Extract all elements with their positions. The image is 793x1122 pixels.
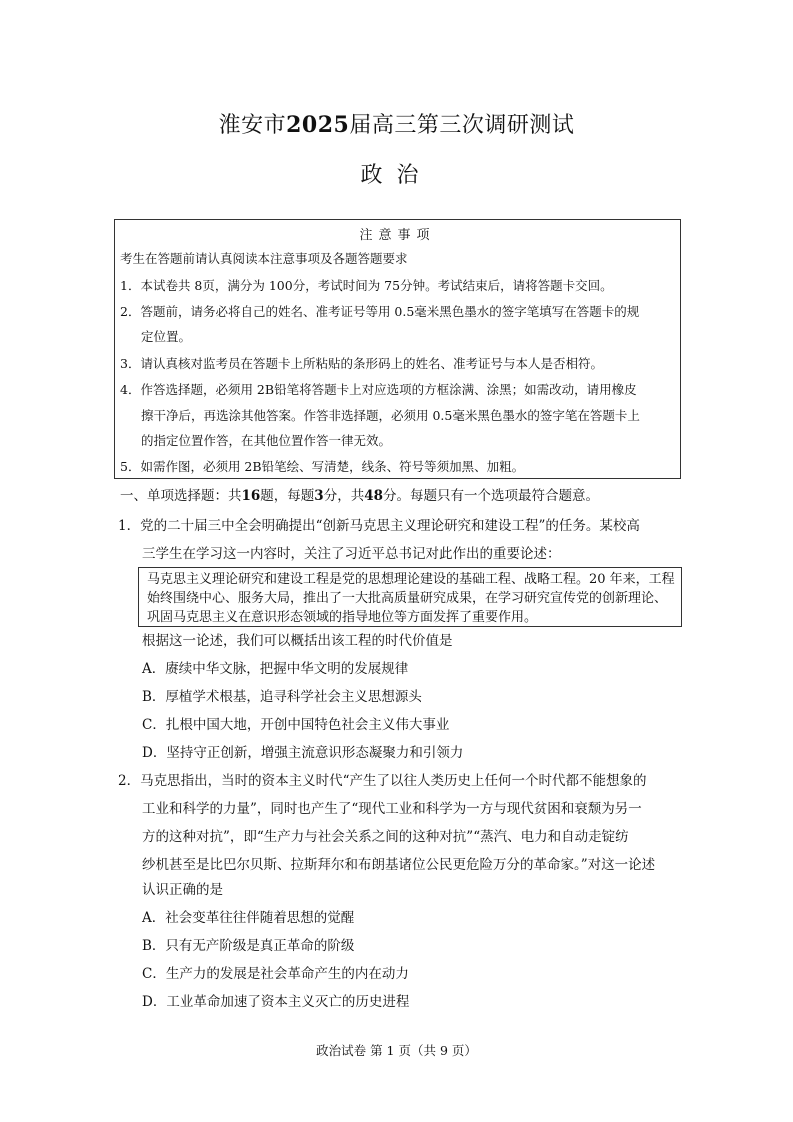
title-suffix: 届高三第三次调研测试 (349, 113, 575, 138)
subject-title: 政治 (360, 163, 433, 188)
section-text: 分。每题只有一个选项最符合题意。 (383, 488, 599, 504)
q2-line: 工业和科学的力量”，同时也产生了“现代工业和科学为一方与现代贫困和衰颓为另一 (142, 801, 642, 817)
q1-quote-box (138, 567, 682, 627)
section-num-questions: 16 (241, 488, 261, 504)
notice-line: 2．答题前，请务必将自己的姓名、准考证号等用 0.5毫米黑色墨水的签字笔填写在答题卡的规 (120, 304, 640, 319)
q1-option-c: C．扎根中国大地，开创中国特色社会主义伟大事业 (142, 717, 450, 733)
section-points-each: 3 (314, 488, 324, 504)
notice-intro: 考生在答题前请认真阅读本注意事项及各题答题要求 (120, 251, 408, 266)
q1-line: 1．党的二十届三中全会明确提出“创新马克思主义理论研究和建设工程”的任务。某校高 (118, 518, 640, 534)
notice-line: 定位置。 (141, 329, 192, 344)
exam-title (0, 108, 793, 139)
q1-option-b: B．厚植学术根基，追寻科学社会主义思想源头 (142, 689, 422, 705)
title-prefix: 淮安市 (218, 113, 287, 138)
q1-stem: 根据这一论述，我们可以概括出该工程的时代价值是 (142, 633, 453, 649)
notice-box (114, 219, 681, 479)
notice-line: 5．如需作图，必须用 2B铅笔绘、写清楚，线条、符号等须加黑、加粗。 (120, 459, 525, 474)
q2-option-c: C．生产力的发展是社会革命产生的内在动力 (142, 966, 409, 982)
notice-line: 擦干净后，再选涂其他答案。作答非选择题，必须用 0.5毫米黑色墨水的签字笔在答题卡上 (141, 408, 640, 423)
section-text: 分，共 (323, 488, 365, 504)
q2-line: 方的这种对抗”，即“生产力与社会关系之间的这种对抗”“蒸汽、电力和自动走锭纺 (142, 829, 629, 845)
section-text: 一、单项选择题：共 (120, 488, 242, 504)
q1-option-a: A．赓续中华文脉，把握中华文明的发展规律 (142, 661, 409, 677)
title-year: 2025 (286, 112, 350, 138)
section-text: 题，每题 (260, 488, 315, 504)
q2-line: 纱机甚至是比巴尔贝斯、拉斯拜尔和布朗基诸位公民更危险万分的革命家。”对这一论述 (142, 857, 656, 873)
notice-line: 的指定位置作答，在其他位置作答一律无效。 (141, 433, 392, 448)
q2-option-a: A．社会变革往往伴随着思想的觉醒 (142, 910, 355, 926)
q2-line: 2．马克思指出，当时的资本主义时代“产生了以往人类历史上任何一个时代都不能想象的 (118, 773, 647, 789)
q1-option-d: D．坚持守正创新，增强主流意识形态凝聚力和引领力 (142, 745, 464, 761)
q1-line: 三学生在学习这一内容时，关注了习近平总书记对此作出的重要论述： (142, 546, 561, 562)
notice-line: 4．作答选择题，必须用 2B铅笔将答题卡上对应选项的方框涂满、涂黑；如需改动，请用橡皮 (120, 382, 637, 397)
notice-line: 3．请认真核对监考员在答题卡上所粘贴的条形码上的姓名、准考证号与本人是否相符。 (120, 356, 603, 371)
page-footer: 政治试卷 第 1 页（共 9 页） (316, 1043, 477, 1058)
section-total-points: 48 (364, 488, 383, 504)
section-heading (120, 484, 599, 504)
q1-quote: 马克思主义理论研究和建设工程是党的思想理论建设的基础工程、战略工程。20 年来，工程始终围绕中心、服务大局，推出了一大批高质量研究成果，在学习研究宣传党的创新理论、巩固马克思主义在意识形态领域的指导地位等方面发挥了重要作用。 (147, 572, 675, 625)
notice-heading: 注意事项 (359, 228, 436, 243)
q2-option-b: B．只有无产阶级是真正革命的阶级 (142, 938, 355, 954)
q2-option-d: D．工业革命加速了资本主义灭亡的历史进程 (142, 994, 410, 1010)
q2-line: 认识正确的是 (142, 882, 223, 898)
notice-line: 1．本试卷共 8页，满分为 100分，考试时间为 75分钟。考试结束后，请将答题卡交回。 (120, 278, 613, 293)
